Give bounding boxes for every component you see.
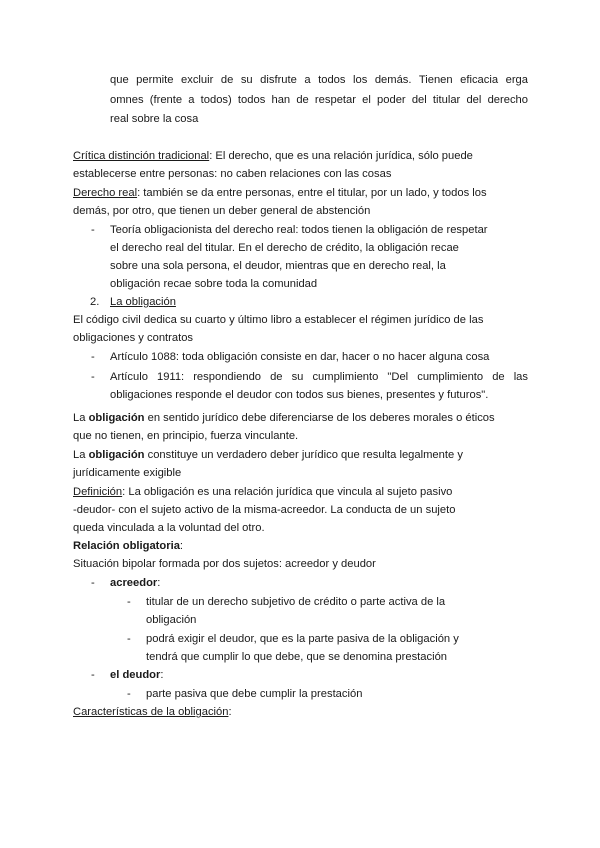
definicion-line: Definición: La obligación es una relación jurídica que vincula al sujeto pasivo <box>73 486 453 498</box>
bullet-dash: - <box>127 596 131 608</box>
critica-line: Crítica distinción tradicional: El derecho, que es una relación jurídica, sólo puede <box>73 150 473 162</box>
deudor-heading: el deudor: <box>110 669 164 681</box>
relacion-heading: Relación obligatoria: <box>73 540 184 552</box>
derecho-real-line: Derecho real: también se da entre personas, entre el titular, por un lado, y todos los <box>73 187 487 199</box>
codigo-line: obligaciones y contratos <box>73 332 194 344</box>
teoria-line: el derecho real del titular. En el derecho de crédito, la obligación recae <box>110 242 459 254</box>
acreedor-item: obligación <box>146 614 197 626</box>
acreedor-item: titular de un derecho subjetivo de crédito o parte activa de la <box>146 596 446 608</box>
teoria-line: Teoría obligacionista del derecho real: todos tienen la obligación de respetar <box>110 224 488 236</box>
paragraph-line: que permite excluir de su disfrute a todos los demás. Tienen eficacia erga <box>110 74 528 86</box>
situacion-line: Situación bipolar formada por dos sujetos: acreedor y deudor <box>73 558 376 570</box>
bullet-dash: - <box>91 577 95 589</box>
paragraph-line: omnes (frente a todos) todos han de respetar el poder del titular del derecho <box>110 94 528 106</box>
bullet-dash: - <box>127 633 131 645</box>
bullet-dash: - <box>91 669 95 681</box>
bullet-dash: - <box>91 351 95 363</box>
bullet-dash: - <box>91 224 95 236</box>
article-1911: obligaciones responde el deudor con todos sus bienes, presentes y futuros". <box>110 389 489 401</box>
article-1088: Artículo 1088: toda obligación consiste en dar, hacer o no hacer alguna cosa <box>110 351 490 363</box>
section-number: 2. <box>90 296 100 308</box>
bullet-dash: - <box>91 371 95 383</box>
deudor-item: parte pasiva que debe cumplir la prestación <box>146 688 363 700</box>
obligacion-paragraph: jurídicamente exigible <box>73 467 182 479</box>
teoria-line: sobre una sola persona, el deudor, mientras que en derecho real, la <box>110 260 446 272</box>
obligacion-paragraph: La obligación constituye un verdadero deber jurídico que resulta legalmente y <box>73 449 463 461</box>
acreedor-item: tendrá que cumplir lo que debe, que se denomina prestación <box>146 651 448 663</box>
definicion-label: Definición <box>73 486 123 498</box>
obligacion-paragraph: La obligación en sentido jurídico debe diferenciarse de los deberes morales o éticos <box>73 412 495 424</box>
codigo-line: El código civil dedica su cuarto y último libro a establecer el régimen jurídico de las <box>73 314 484 326</box>
acreedor-item: podrá exigir el deudor, que es la parte pasiva de la obligación y <box>146 633 459 645</box>
section-heading: La obligación <box>110 296 176 308</box>
teoria-line: obligación recae sobre toda la comunidad <box>110 278 318 290</box>
bullet-dash: - <box>127 688 131 700</box>
derecho-real-line: demás, por otro, que tienen un deber general de abstención <box>73 205 371 217</box>
definicion-line: -deudor- con el sujeto activo de la misma-acreedor. La conducta de un sujeto <box>73 504 456 516</box>
critica-line: establecerse entre personas: no caben relaciones con las cosas <box>73 168 392 180</box>
paragraph-line: real sobre la cosa <box>110 113 199 125</box>
critica-label: Crítica distinción tradicional <box>73 150 210 162</box>
acreedor-heading: acreedor: <box>110 577 161 589</box>
caracteristicas-heading: Características de la obligación: <box>73 706 232 718</box>
article-1911: Artículo 1911: respondiendo de su cumplimiento "Del cumplimiento de las <box>110 371 528 383</box>
definicion-line: queda vinculada a la voluntad del otro. <box>73 522 265 534</box>
obligacion-paragraph: que no tienen, en principio, fuerza vinculante. <box>73 430 299 442</box>
derecho-real-label: Derecho real <box>73 187 138 199</box>
